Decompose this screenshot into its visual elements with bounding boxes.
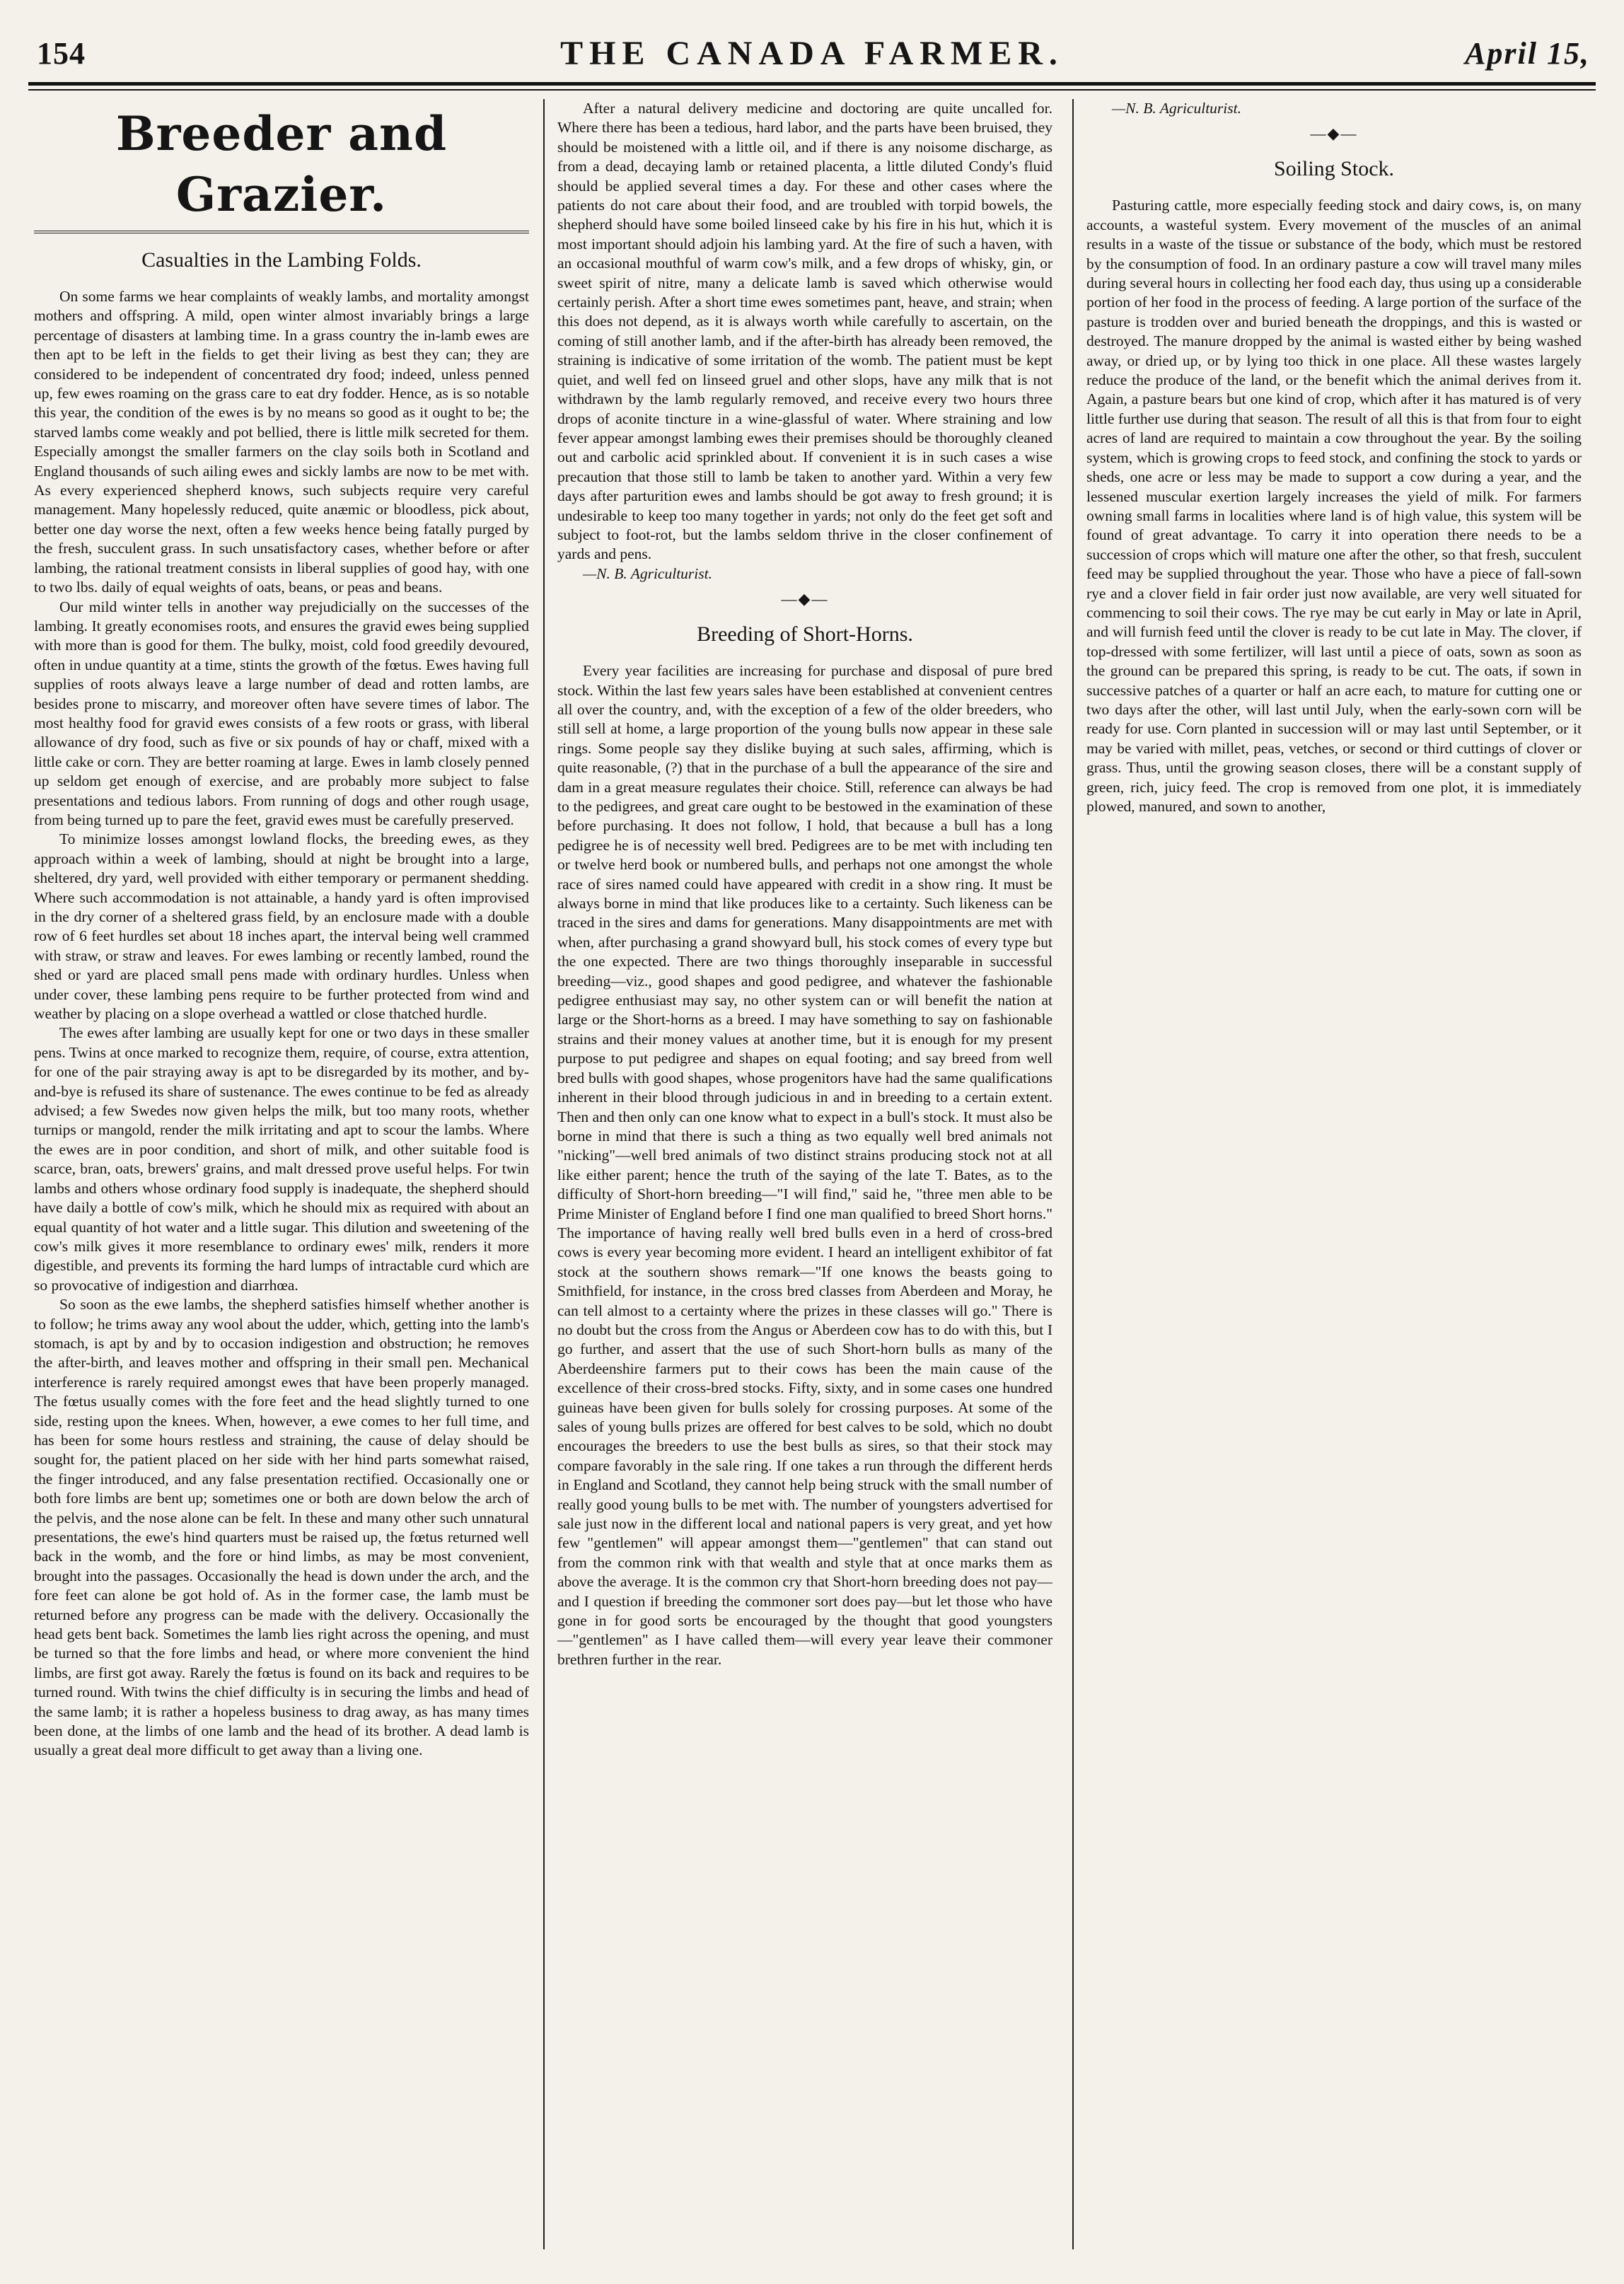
section-ornament: —◆—	[781, 590, 829, 608]
issue-date: April 15,	[1465, 36, 1590, 71]
section-ornament: —◆—	[1310, 124, 1358, 143]
paragraph: After a natural delivery medicine and doctoring are quite uncalled for. Where there has been a tedious, hard labor, and the parts have been bruised, they should be moistened with a little oil, and if there is any noisome discharge, as from a dead, decaying lamb or retained placenta, a little diluted Condy's fluid should be applied several times a day. For these and other cases where the patients do not care about their food, and are troubled with torpid bowels, the shepherd should have some boiled linseed cake by his fire in his hut, which it is most important should adjoin his lambing yard. At the fire of such a haven, with an occasional mouthful of warm cow's milk, and a few drops of whisky, gin, or sweet spirit of nitre, many a delicate lamb is saved which otherwise would certainly perish. After a short time ewes sometimes pant, heave, and strain; when this does not depend, as it is always worth while carefully to ascertain, on the coming of still another lamb, and if the after-birth has already been removed, the straining is indicative of some irritation of the womb. The patient must be kept quiet, and well fed on linseed gruel and other slops, have any milk that is not withdrawn by the lamb regularly removed, and receive every two hours three drops of aconite tincture in a wine-glassful of water. Where straining and low fever appear amongst lambing ewes their premises should be thoroughly cleaned out and carbolic acid sprinkled about. If convenient it is in such cases a wise precaution that those still to lamb be taken to another yard. Within a very few days after parturition ewes and lambs should be got away to fresh ground; it is undesirable to keep too many together in yards; not only do the feet get soft and subject to foot-rot, but the lambs seldom thrive in the closer confinement of yards and pens.	[557, 100, 1052, 563]
page-number: 154	[37, 36, 86, 71]
paragraph: On some farms we hear complaints of weakly lambs, and mortality amongst mothers and offspring. A mild, open winter almost invariably brings a large percentage of disasters at lambing time. In a grass country the in-lamb ewes are then apt to be left in the fields to get their living as best they can; they are considered to be independent of concentrated dry food; indeed, unless penned up, few ewes roaming on the grass care to eat dry fodder. Hence, as is so notable this year, the condition of the ewes is by no means so good as it ought to be; the starved lambs come weakly and pot bellied, there is little milk secreted for them. Especially amongst the smaller farmers on the clay soils both in Scotland and England thousands of such ailing ewes and sickly lambs are now to be met with. As every experienced shepherd knows, such subjects require very careful management. Many hopelessly reduced, quite anæmic or bloodless, pick about, better one day worse the next, often a few weeks hence being fatally purged by the fresh, succulent grass. In such unsatisfactory cases, whether before or after lambing, the rational treatment consists in liberal supplies of good hay, with one to two lbs. daily of equal weights of oats, beans, or peas and beans.	[34, 288, 529, 596]
column-2	[557, 99, 1052, 2249]
article-signature: —N. B. Agriculturist.	[583, 564, 712, 582]
column-divider	[1072, 99, 1074, 2249]
column-divider	[543, 99, 545, 2249]
department-heading: Breeder and Grazier.	[34, 103, 529, 233]
column-1	[34, 99, 529, 2249]
newspaper-title: THE CANADA FARMER.	[560, 35, 1064, 72]
article-heading-shorthorns: Breeding of Short-Horns.	[697, 622, 913, 647]
masthead	[28, 28, 1596, 79]
paragraph: Pasturing cattle, more especially feeding stock and dairy cows, is, on many accounts, a wasteful system. Every movement of the muscles of an animal results in a waste of the tissue or substance of the body, which must be restored by the consumption of food. In an ordinary pasture a cow will travel many miles during several hours in collecting her food each day, thus using up a considerable portion of her food in the process of feeding. A large portion of the surface of the pasture is trodden over and buried beneath the droppings, and this is wasted or destroyed. The manure dropped by the animal is wasted either by being washed away, or dried up, or by lying too thick in one place. All these wastes largely reduce the produce of the land, or the benefit which the animal derives from it. Again, a pasture bears but one kind of crop, which after it has matured is of very little further use during that season. The result of all this is that from four to eight acres of land are required to maintain a cow throughout the year. By the soiling system, which is growing crops to feed stock, and confining the stock to yards or sheds, one acre or less may be made to support a cow during a year, and the lessened muscular exertion largely increases the yield of milk. For farmers owning small farms in localities where land is of high value, this system will be found of great advantage. To carry it into operation there needs to be a succession of crops which will mature one after the other, so that fresh, succulent feed may be supplied throughout the year. Those who have a piece of fall-sown rye and a clover field in fair order just now available, are very well situated for commencing to soil their cows. The rye may be cut early in May or late in April, and will furnish feed until the clover is ready to be cut late in May. The clover, if top-dressed with some fertilizer, will last until a piece of oats, sown as soon as the ground can be prepared this spring, is ready to be cut. The oats, if sown in successive patches of a quarter or half an acre each, to mature for cutting one or two days after the other, will last until July, when the early-sown corn will be ready for use. Corn planted in succession will or may last until September, or it may be varied with millet, peas, vetches, or second or third cuttings of clover or grass. Thus, until the growing season closes, there will be a constant supply of green, rich, juicy feed. The crop is removed from one plot, it is immediately plowed, manured, and sown to another,	[1086, 197, 1582, 815]
article-heading-lambing: Casualties in the Lambing Folds.	[141, 248, 422, 272]
article-signature: —N. B. Agriculturist.	[1112, 100, 1241, 117]
masthead-thick-rule	[28, 82, 1596, 86]
paragraph: Every year facilities are increasing for purchase and disposal of pure bred stock. Within the last few years sales have been established at convenient centres all over the country, and, with the exception of a few of the older breeders, who still sell at home, a large proportion of the young bulls now appear in these sale rings. Some people say they dislike buying at such sales, affirming, which is quite reasonable, (?) that in the purchase of a bull the appearance of the sire and dam in a great measure regulates their choice. Still, reference can always be had to the pedigrees, and great care ought to be bestowed in the examination of these before purchasing. It does not follow, I hold, that because a bull has a long pedigree he is of necessity well bred. Pedigrees are to be met with including ten or twelve herd book or numbered bulls, and perhaps not one amongst the whole race of sires named could have appeared with credit in a show ring. It must be always borne in mind that like produces like to a certainty. Such likeness can be traced in the sires and dams for generations. Many disappointments are met with when, after purchasing a grand showyard bull, his stock comes of every type but the one expected. There are two things thoroughly inseparable in successful breeding—viz., good shapes and good pedigree, and whatever the fashionable pedigree enthusiast may say, no other system can or will benefit the nation at large or the Short-horns as a breed. I may have something to say on fashionable strains and their money values at another time, but it is enough for my present purpose to put pedigree and shapes on equal footing; and say breed from well bred bulls with good shapes, whose progenitors have had the same qualifications inherent in their blood through judicious in and in breeding to a certain extent. Then and then only can one know what to expect in a bull's stock. It must also be borne in mind that there is such a thing as two equally well bred animals not "nicking"—well bred animals of two distinct strains producing stock not at all like either parent; hence the truth of the saying of the late T. Bates, as to the difficulty of Short-horn breeding—"I will find," said he, "three men able to be Prime Minister of England before I find one man qualified to breed Short horns." The importance of having really well bred bulls even in a herd of cross-bred cows is every year becoming more evident. I heard an intelligent exhibitor of fat stock at the southern shows remark—"If one knows the beasts going to Smithfield, for instance, in the cross bred classes from Aberdeen and Moray, he can tell almost to a certainty where the prizes in these classes will go." There is no doubt but the cross from the Angus or Aberdeen cow has to do with this, but I go further, and assert that the use of such Short-horn bulls as many of the Aberdeenshire farmers put to their cows has been the main cause of the excellence of their cross-bred stocks. Fifty, sixty, and in some cases one hundred guineas have been given for bulls solely for crossing purposes. At some of the sales of young bulls prizes are offered for best calves to be sold, which no doubt encourages the breeders to use the best bulls as sires, so that their stock may compare favorably in the sale ring. If one takes a run through the different herds in England and Scotland, they cannot help being struck with the small number of really good young bulls to be met with. The number of youngsters advertised for sale just now in the different local and national papers is very great, and yet how few "gentlemen" will appear amongst them—"gentlemen" that can stand out from the common rink with that wealth and style that at once marks them as above the average. It is the common cry that Short-horn breeding does not pay—and I question if breeding the commoner sort does pay—but let those who have gone in for good sorts be encouraged by the thought that good youngsters—"gentlemen" as I have called them—will every year leave their commoner brethren further in the rear.	[557, 662, 1052, 1668]
paragraph: To minimize losses amongst lowland flocks, the breeding ewes, as they approach within a week of lambing, should at night be brought into a large, sheltered, dry yard, well provided with either temporary or permanent shedding. Where such accommodation is not attainable, a handy yard is often improvised in the dry corner of a sheltered grass field, by an enclosure made with a double row of 6 feet hurdles set about 18 inches apart, the interval being well crammed with straw, or straw and leaves. For ewes lambing or recently lambed, round the shed or yard are placed small pens made with ordinary hurdles. Unless when under cover, these lambing pens require to be further protected from wind and weather by placing on a slope overhead a wattled or close thatched hurdle.	[34, 830, 529, 1023]
newspaper-page	[28, 28, 1596, 2256]
paragraph: The ewes after lambing are usually kept for one or two days in these smaller pens. Twins at once marked to recognize them, require, of course, extra attention, for one of the pair straying away is apt to be disregarded by its mother, and by-and-bye is refused its share of sustenance. The ewes continue to be fed as already advised; a few Swedes now given helps the milk, but too many roots, whether turnips or mangold, render the milk irritating and apt to scour the lambs. Where the ewes are in poor condition, and short of milk, and other suitable food is scarce, bran, oats, brewers' grains, and malt dressed prove useful helps. For twin lambs and others whose ordinary food supply is inadequate, the shepherd should have daily a bottle of cow's milk, which he should mix as required with about an equal quantity of hot water and a little sugar. This dilution and sweetening of the cow's milk gives it more resemblance to ordinary ewes' milk, renders it more digestible, and prevents its forming the hard lumps of intractable curd which are so provocative of indigestion and diarrhœa.	[34, 1024, 529, 1294]
paragraph: Our mild winter tells in another way prejudicially on the successes of the lambing. It greatly economises roots, and ensures the gravid ewes being supplied with more than is good for them. The bulky, moist, cold food greedily devoured, often in undue quantity at a time, stints the growth of the fœtus. Ewes having full supplies of roots always leave a large number of dead and rotten lambs, are besides prone to miscarry, and moreover often have severe times of labor. The most healthy food for gravid ewes consists of a few roots or grass, with liberal allowance of dry food, such as five or six pounds of hay or chaff, mixed with a little cake or corn. They are better roaming at large. Ewes in lamb closely penned up seldom get enough of exercise, and are probably more subject to false presentations and tedious labors. From running of dogs and other rough usage, from being turned up to pare the feet, gravid ewes must be carefully preserved.	[34, 598, 529, 828]
article-heading-soiling: Soiling Stock.	[1273, 157, 1395, 181]
column-3	[1086, 99, 1582, 2249]
paragraph: So soon as the ewe lambs, the shepherd satisfies himself whether another is to follow; he trims away any wool about the udder, which, getting into the lamb's stomach, is apt by and by to occasion indigestion and obstruction; he removes the after-birth, and leaves mother and offspring in their small pen. Mechanical interference is rarely required amongst ewes that have been properly managed. The fœtus usually comes with the fore feet and the head slightly turned to one side, resting upon the knees. When, however, a ewe comes to her full time, and has been for some hours restless and straining, the cause of delay should be sought for, the patient placed on her side with her hind parts somewhat raised, the finger introduced, and any false presentation rectified. Occasionally one or both fore limbs are bent up; sometimes one or both are down below the arch of the pelvis, and the nose alone can be felt. In these and many other such unnatural presentations, the ewe's hind quarters must be raised up, the fœtus returned well back in the womb, and the fore or hind limbs, as may be most convenient, brought into the passages. Occasionally the head is down under the arch, and the fore feet can alone be got hold of. As in the former case, the lamb must be returned before any progress can be made with the delivery. Occasionally the head gets bent back. Sometimes the lamb lies right across the opening, and must be turned so that the fore limbs and head, or where more convenient the hind limbs, are first got away. Rarely the fœtus is found on its back and requires to be turned round. With twins the chief difficulty is in securing the limbs and head of the same lamb; it is rather a hopeless business to drag away, as has many times been done, at the limbs of one lamb and the head of its brother. A dead lamb is usually a great deal more difficult to get away than a living one.	[34, 1296, 529, 1759]
masthead-thin-rule	[28, 89, 1596, 91]
